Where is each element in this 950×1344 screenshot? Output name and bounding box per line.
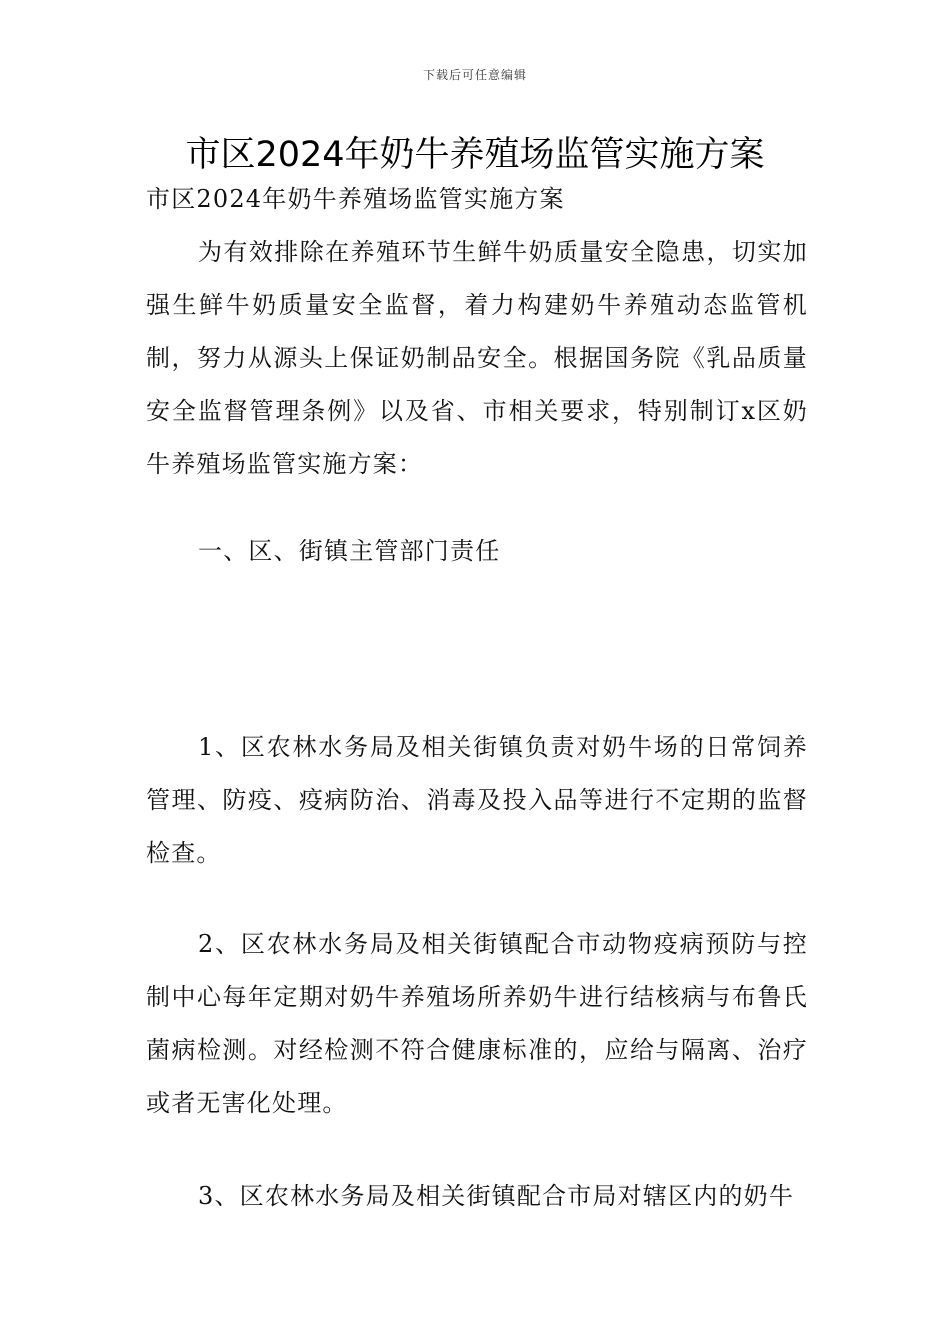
list-item-2: 2、区农林水务局及相关街镇配合市动物疫病预防与控制中心每年定期对奶牛养殖场所养奶牛进行结核病与布鲁氏菌病检测。对经检测不符合健康标准的，应给与隔离、治疗或者无害化处理。 [146,930,808,1117]
list-item-1: 1、区农林水务局及相关街镇负责对奶牛场的日常饲养管理、防疫、疫病防治、消毒及投入品等进行不定期的监督检查。 [146,733,808,867]
intro-paragraph: 为有效排除在养殖环节生鲜牛奶质量安全隐患，切实加强生鲜牛奶质量安全监督，着力构建奶牛养殖动态监管机制，努力从源头上保证奶制品安全。根据国务院《乳品质量安全监督管理条例》以及省、市相关要求，特别制订x区奶牛养殖场监管实施方案： [146,238,808,478]
section-heading-1: 一、区、街镇主管部门责任 [198,537,501,565]
list-item-3: 3、区农林水务局及相关街镇配合市局对辖区内的奶牛 [198,1182,795,1210]
document-title: 市区2024年奶牛养殖场监管实施方案 [185,135,765,175]
document-subtitle: 市区2024年奶牛养殖场监管实施方案 [146,185,565,213]
header-note: 下载后可任意编辑 [422,68,527,82]
